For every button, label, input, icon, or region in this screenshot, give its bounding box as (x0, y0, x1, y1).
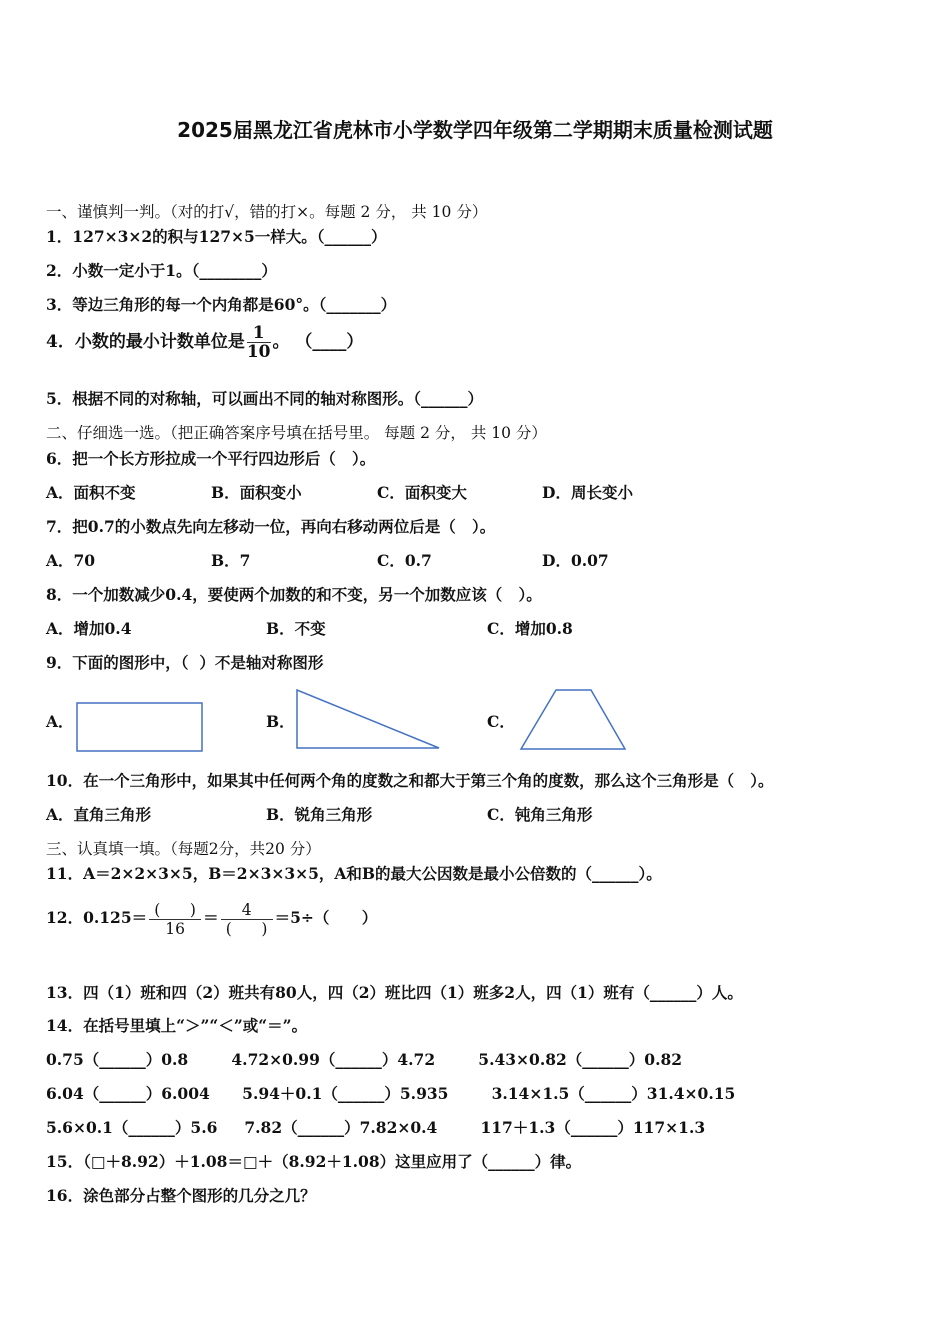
fraction-one-tenth (247, 324, 271, 361)
question-9: 9．下面的图形中，（ ）不是轴对称图形 (46, 653, 324, 672)
question-13: 13．四（1）班和四（2）班共有80人，四（2）班比四（1）班多2人，四（1）班有（______）人。 (46, 983, 743, 1002)
fraction-2-numerator: 4 (241, 900, 252, 919)
fraction-1-denominator: 16 (165, 919, 185, 938)
q14-row-1: 0.75（______）0.8 4.72×0.99（______）4.72 5.43×0.82（______）0.82 (46, 1050, 683, 1069)
right-triangle-shape (295, 688, 443, 752)
fraction-1-numerator: ( ) (154, 900, 196, 919)
q8-option-a: A．增加0.4 (46, 619, 132, 638)
fraction-1 (149, 901, 201, 938)
question-1: 1．127×3×2的积与127×5一样大。（______） (46, 227, 387, 246)
q7-option-b: B．7 (211, 551, 251, 570)
question-4-blank: 。 （____） (272, 332, 364, 352)
section-3-header: 三、认真填一填。（每题2分，共20 分） (46, 840, 321, 858)
q6-option-c: C．面积变大 (377, 483, 467, 502)
page-title: 2025届黑龙江省虎林市小学数学四年级第二学期期末质量检测试题 (177, 118, 773, 142)
q10-option-c: C．钝角三角形 (487, 805, 593, 824)
question-4 (46, 322, 363, 362)
q14-row-3: 5.6×0.1（______）5.6 7.82（______）7.82×0.4 117＋1.3（______）117×1.3 (46, 1118, 706, 1137)
fraction-numerator: 1 (252, 323, 265, 343)
question-12-text: 12．0.125＝ (46, 908, 148, 927)
q6-option-d: D．周长变小 (542, 483, 633, 502)
q10-option-b: B．锐角三角形 (266, 805, 373, 824)
q6-option-b: B．面积变小 (211, 483, 302, 502)
section-1-header: 一、谨慎判一判。（对的打√，错的打×。每题 2 分， 共 10 分） (46, 203, 488, 221)
rectangle-shape (76, 702, 204, 753)
question-10: 10．在一个三角形中，如果其中任何两个角的度数之和都大于第三个角的度数，那么这个三角形是（ ）。 (46, 771, 774, 790)
equals-sign: ＝ (203, 908, 219, 927)
question-15: 15．（□＋8.92）＋1.08＝□＋（8.92＋1.08）这里应用了（______）律。 (46, 1152, 582, 1171)
question-4-text: 4．小数的最小计数单位是 (46, 332, 245, 352)
fraction-denominator: 10 (246, 342, 271, 362)
q9-option-c: C． (487, 712, 515, 731)
question-2: 2．小数一定小于1。（________） (46, 261, 277, 280)
q9-option-a: A． (46, 712, 74, 731)
q8-option-c: C．增加0.8 (487, 619, 573, 638)
q7-option-d: D．0.07 (542, 551, 609, 570)
q6-option-a: A．面积不变 (46, 483, 136, 502)
question-11: 11．A＝2×2×3×5，B＝2×3×3×5，A和B的最大公因数是最小公倍数的（______）。 (46, 864, 662, 883)
q8-option-b: B．不变 (266, 619, 326, 638)
q7-option-c: C．0.7 (377, 551, 432, 570)
question-6: 6．把一个长方形拉成一个平行四边形后（ ）。 (46, 449, 376, 468)
q9-option-b: B． (266, 712, 295, 731)
q7-option-a: A．70 (46, 551, 96, 570)
q10-option-a: A．直角三角形 (46, 805, 152, 824)
question-12-tail: ＝5÷（ ） (274, 908, 378, 927)
question-7: 7．把0.7的小数点先向左移动一位，再向右移动两位后是（ ）。 (46, 517, 496, 536)
section-2-header: 二、仔细选一选。（把正确答案序号填在括号里。 每题 2 分， 共 10 分） (46, 424, 547, 442)
question-5: 5．根据不同的对称轴，可以画出不同的轴对称图形。（______） (46, 389, 484, 408)
trapezoid-shape (518, 688, 628, 752)
question-8: 8．一个加数减少0.4，要使两个加数的和不变，另一个加数应该（ ）。 (46, 585, 542, 604)
question-14: 14．在括号里填上“＞”“＜”或“＝”。 (46, 1016, 308, 1035)
question-12 (46, 898, 377, 938)
fraction-2 (221, 901, 273, 938)
fraction-2-denominator: ( ) (225, 919, 268, 938)
question-3: 3．等边三角形的每一个内角都是60°。（_______） (46, 295, 397, 314)
question-16: 16．涂色部分占整个图形的几分之几？ (46, 1186, 316, 1205)
q14-row-2: 6.04（______）6.004 5.94＋0.1（______）5.935 3.14×1.5（______）31.4×0.15 (46, 1084, 736, 1103)
